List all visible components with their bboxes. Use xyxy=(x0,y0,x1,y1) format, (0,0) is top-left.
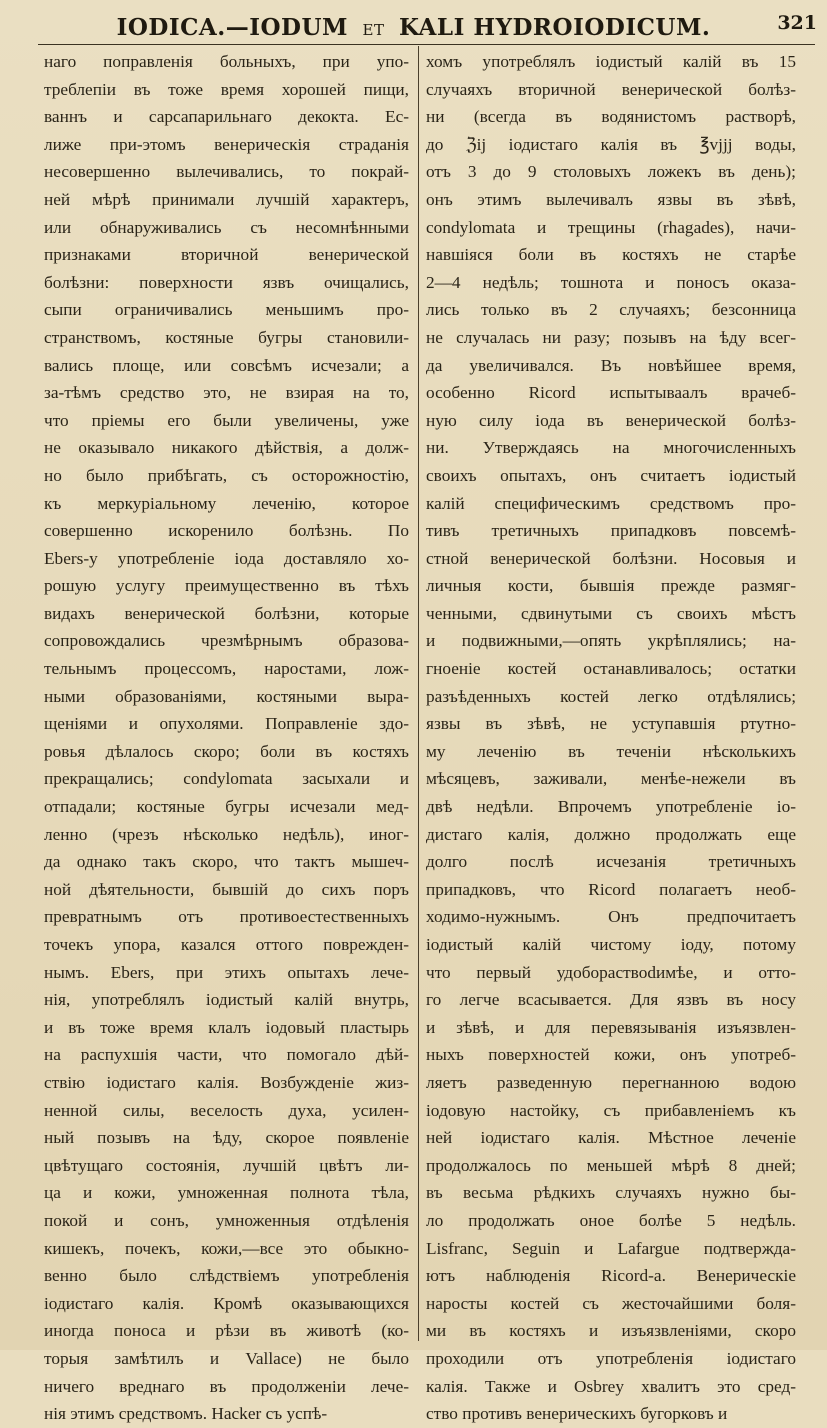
text-line: странствомъ, костяные бугры становили- xyxy=(44,327,409,347)
text-line: но было прибѣгать, съ осторожностію, xyxy=(44,465,409,485)
text-line: болѣзни: поверхности язвъ очищались, xyxy=(44,272,409,292)
text-line: ными образованіями, костяными выра- xyxy=(44,686,409,706)
text-line: ни. Утверждаясь на многочисленныхъ xyxy=(426,438,796,458)
text-line: личныя кости, бывшія прежде размяг- xyxy=(426,576,796,596)
text-line: іодистый калій чистому іоду, потому xyxy=(426,935,796,954)
running-title xyxy=(0,14,827,41)
text-line: отпадали; костяные бугры исчезали мед- xyxy=(44,797,409,817)
text-line: му леченію въ теченіи нѣсколькихъ xyxy=(426,741,796,761)
text-line: нія этимъ средствомъ. Hacker съ успѣ- xyxy=(44,1404,328,1424)
text-line: щеніями и опухолями. Поправленіе здо- xyxy=(44,714,409,734)
text-line: вались площе, или совсѣмъ исчезали; а xyxy=(44,355,409,375)
text-line: ленно (чрезъ нѣсколько недѣль), иног- xyxy=(44,824,409,844)
text-line: торыя замѣтилъ и Vallace) не было xyxy=(44,1348,409,1368)
text-line: ныхъ поверхностей кожи, онъ употреб- xyxy=(426,1045,796,1065)
text-line: ченными, сдвинутыми съ своихъ мѣстъ xyxy=(426,603,796,623)
text-line: къ меркуріальному леченію, которое xyxy=(44,493,409,513)
text-line: своихъ опытахъ, онъ считаетъ іодистый xyxy=(426,465,796,485)
text-line: лиже при-этомъ венерическія страданія xyxy=(44,134,409,154)
text-line: ляетъ разведенную перегнанною водою xyxy=(426,1072,796,1092)
text-line: condylomata и трещины (rhagades), начи- xyxy=(426,217,796,237)
text-line: разъѣденныхъ костей легко отдѣлялись; xyxy=(426,686,796,706)
text-line: отъ 3 до 9 столовыхъ ложекъ въ день); xyxy=(426,162,796,182)
text-line: го легче всасывается. Для язвъ въ носу xyxy=(426,990,796,1010)
text-line: двѣ недѣли. Впрочемъ употребленіе іо- xyxy=(426,797,796,817)
text-line: ваннъ и сарсапарильнаго декокта. Ес- xyxy=(44,107,409,127)
text-line: иногда поноса и рѣзи въ животѣ (ко- xyxy=(44,1321,409,1341)
text-line: тельнымъ процессомъ, наростами, лож- xyxy=(44,659,409,679)
text-line: лись только въ 2 случаяхъ; безсонница xyxy=(426,300,796,320)
text-line: калій специфическимъ средствомъ про- xyxy=(426,493,796,513)
text-line: видахъ венерической болѣзни, которые xyxy=(44,603,409,623)
text-line: Ebers-у употребленіе іода доставляло хо- xyxy=(44,548,409,568)
title-conjunction: ET xyxy=(362,20,385,39)
title-part-2: KALI HYDROIODICUM. xyxy=(399,13,711,41)
text-line: гноеніе костей останавливалось; остатки xyxy=(426,659,796,679)
text-line: ней мѣрѣ принимали лучшій характеръ, xyxy=(44,189,409,209)
text-line: 2—4 недѣль; тошнота и поносъ оказа- xyxy=(426,272,796,292)
text-line: совершенно искоренило болѣзнь. По xyxy=(44,521,409,541)
text-line: и зѣвѣ, и для перевязыванія изъязвлен- xyxy=(426,1017,796,1037)
text-line: навшіяся боли въ костяхъ не старѣе xyxy=(426,245,796,265)
text-line: стной венерической болѣзни. Носовыя и xyxy=(426,548,796,568)
text-line: за-тѣмъ средство это, не взирая на то, xyxy=(44,383,409,403)
text-line: кишекъ, почекъ, кожи,—все это обыкно- xyxy=(44,1238,409,1258)
text-line: припадковъ, что Ricord полагаетъ необ- xyxy=(426,879,796,899)
text-line: ство противъ венерическихъ бугорковъ и xyxy=(426,1404,728,1424)
text-line: іодовую настойку, съ прибавленіемъ къ xyxy=(426,1100,796,1120)
running-head xyxy=(0,10,827,44)
left-column xyxy=(44,48,409,1428)
text-line: превратнымъ отъ противоестественныхъ xyxy=(44,907,409,927)
text-line: признаками вторичной венерической xyxy=(44,245,409,265)
text-line: ютъ наблюденія Ricord-а. Венерическіе xyxy=(426,1266,796,1286)
text-line: Lisfranc, Seguin и Lafargue подтвержда- xyxy=(426,1238,796,1258)
right-column xyxy=(426,48,796,1428)
text-line: язвы въ зѣвѣ, не уступавшія ртутно- xyxy=(426,714,796,734)
text-line: венно было слѣдствіемъ употребленія xyxy=(44,1266,409,1286)
text-line: ровья дѣлалось скоро; боли въ костяхъ xyxy=(44,741,409,761)
title-part-1: IODICA.—IODUM xyxy=(116,13,348,41)
text-line: что пріемы его были увеличены, уже xyxy=(44,410,409,430)
text-line: ней іодистаго калія. Мѣстное леченіе xyxy=(426,1128,796,1148)
text-line: долго послѣ исчезанія третичныхъ xyxy=(426,852,796,872)
text-line: нія, употреблялъ іодистый калій внутрь, xyxy=(44,990,409,1010)
text-line: мѣсяцевъ, заживали, менѣе-нежели въ xyxy=(426,769,796,789)
text-line: точекъ упора, казался оттого поврежден- xyxy=(44,935,409,954)
text-line: ную силу іода въ венерической болѣз- xyxy=(426,410,796,430)
text-line: продолжалось по меньшей мѣрѣ 8 дней; xyxy=(426,1155,796,1175)
text-line: особенно Ricord испытываалъ врачеб- xyxy=(426,383,796,403)
text-line: ной дѣятельности, бывшій до сихъ поръ xyxy=(44,879,409,899)
text-line: да увеличивался. Въ новѣйшее время, xyxy=(426,355,796,375)
text-line: сыпи ограничивались меньшимъ про- xyxy=(44,300,409,320)
text-line: ненной силы, веселость духа, усилен- xyxy=(44,1100,409,1120)
text-line: да однако такъ скоро, что тактъ мышеч- xyxy=(44,852,409,872)
text-line: дистаго калія, должно продолжать еще xyxy=(426,824,796,844)
text-line: тивъ третичныхъ припадковъ повсемѣ- xyxy=(426,521,796,541)
text-line: прекращались; condylomata засыхали и xyxy=(44,769,409,789)
text-line: хомъ употреблялъ іодистый калій въ 15 xyxy=(426,52,796,71)
text-line: іодистаго калія. Кромѣ оказывающихся xyxy=(44,1293,409,1313)
text-line: или обнаруживались съ несомнѣнными xyxy=(44,217,409,237)
text-line: сопровождались чрезмѣрнымъ образова- xyxy=(44,631,409,651)
text-line: и въ тоже время клалъ іодовый пластырь xyxy=(44,1017,409,1037)
text-line: въ весьма рѣдкихъ случаяхъ нужно бы- xyxy=(426,1183,796,1203)
text-line: ходимо-нужнымъ. Онъ предпочитаетъ xyxy=(426,907,796,927)
text-line: ствію іодистаго калія. Возбужденіе жиз- xyxy=(44,1072,409,1092)
text-line: ни (всегда въ водянистомъ растворѣ, xyxy=(426,107,796,127)
text-line: рошую услугу преимущественно въ тѣхъ xyxy=(44,576,409,596)
text-line: не оказывало никакого дѣйствія, а долж- xyxy=(44,438,409,458)
text-line: ми въ костяхъ и изъязвленіями, скоро xyxy=(426,1321,796,1341)
text-line: нымъ. Ebers, при этихъ опытахъ лече- xyxy=(44,962,409,982)
text-line: проходили отъ употребленія іодистаго xyxy=(426,1348,796,1368)
text-line: что первый удобораствоdимѣе, и отто- xyxy=(426,962,796,982)
text-line: ца и кожи, умноженная полнота тѣла, xyxy=(44,1183,409,1203)
text-line: несовершенно вылечивались, то покрай- xyxy=(44,162,409,182)
page-number: 321 xyxy=(777,12,817,34)
text-line: наросты костей съ жесточайшими боля- xyxy=(426,1293,796,1313)
text-line: и подвижными,—опять укрѣплялись; на- xyxy=(426,631,796,651)
text-line: ло продолжать оное болѣе 5 недѣль. xyxy=(426,1210,796,1230)
text-line: не случалась ни разу; позывъ на ѣду всег- xyxy=(426,327,796,347)
text-line: на распухшія части, что помогало дѣй- xyxy=(44,1045,409,1065)
text-line: ничего вреднаго въ продолженіи лече- xyxy=(44,1376,409,1396)
text-line: наго поправленія больныхъ, при упо- xyxy=(44,52,409,71)
header-rule xyxy=(38,44,815,45)
text-line: калія. Также и Osbrey хвалитъ это сред- xyxy=(426,1376,796,1396)
text-line: случаяхъ вторичной венерической болѣз- xyxy=(426,79,796,99)
text-line: покой и сонъ, умноженныя отдѣленія xyxy=(44,1210,409,1230)
text-line: цвѣтущаго состоянія, лучшій цвѣтъ ли- xyxy=(44,1155,409,1175)
text-line: ный позывъ на ѣду, скорое появленіе xyxy=(44,1128,409,1148)
text-line: до ℨij іодистаго калія въ ℥vjjj воды, xyxy=(426,134,796,154)
column-divider xyxy=(418,46,419,1341)
text-line: треблепіи въ тоже время хорошей пищи, xyxy=(44,79,409,99)
text-line: онъ этимъ вылечивалъ язвы въ зѣвѣ, xyxy=(426,189,796,209)
